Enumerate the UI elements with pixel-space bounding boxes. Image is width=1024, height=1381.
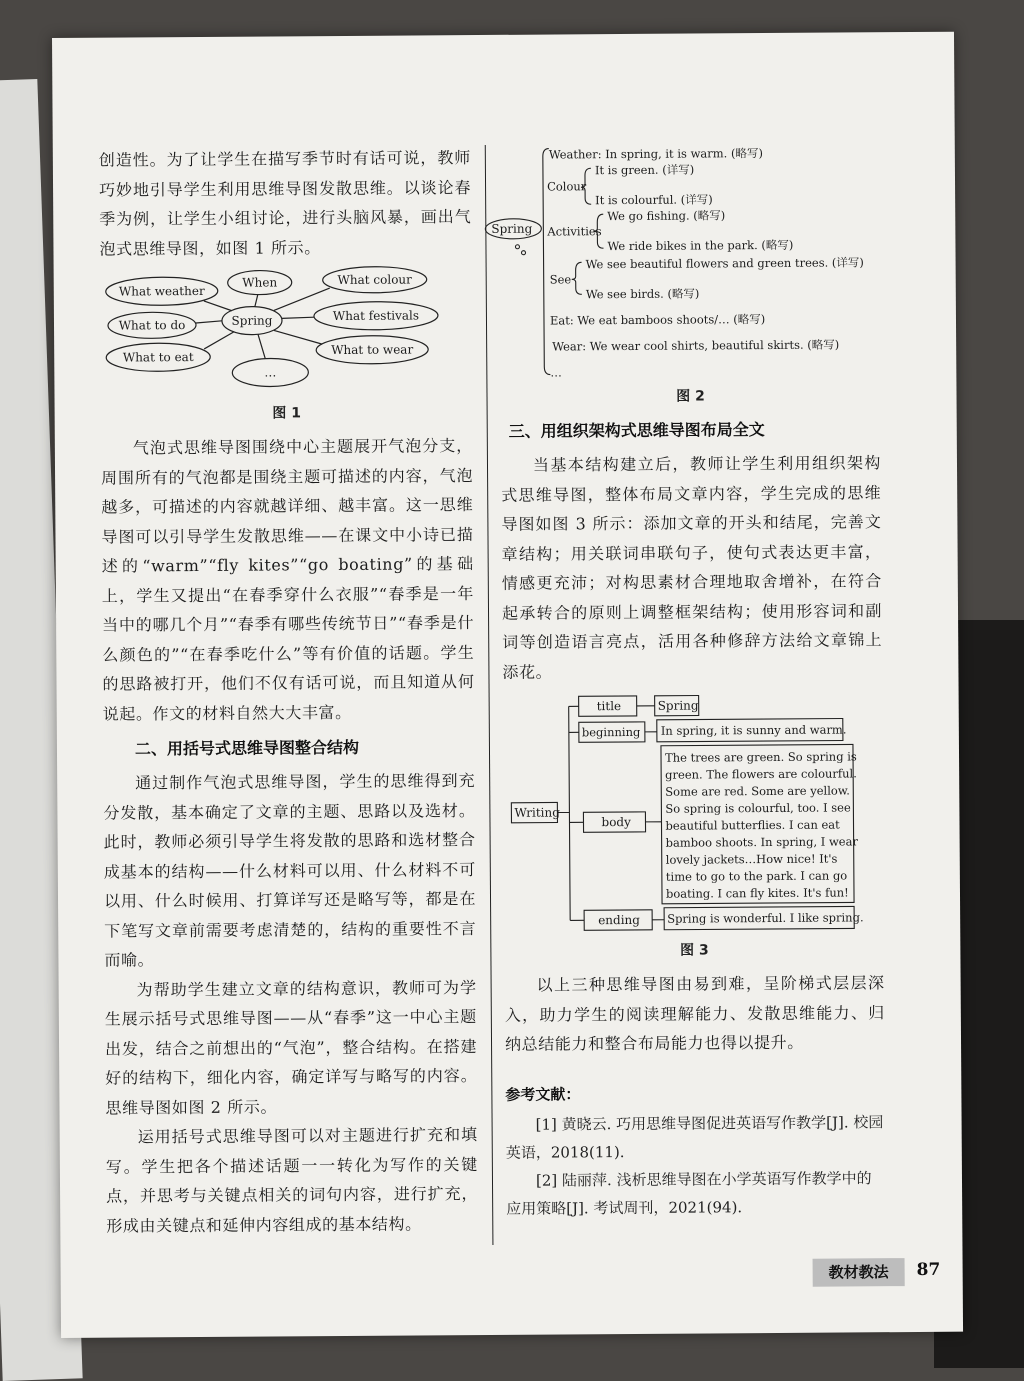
figure-2-caption: 图 2 — [676, 388, 705, 405]
fig2-root: Spring — [491, 221, 533, 236]
fig3-body-line-9: boating. I can fly kites. It's fun! — [665, 885, 849, 901]
fig3-body-line-3: Some are red. Some are yellow. — [665, 783, 850, 799]
fig2-weather: Weather: In spring, it is warm. (略写) — [548, 146, 763, 162]
paragraph-5: 运用括号式思维导图可以对主题进行扩充和填写。学生把各个描述话题一一转化为写作的关键点，并思考与关键点相关的词句内容，进行扩充，形成由关键点和延伸内容组成的基本结构。 — [105, 1125, 479, 1236]
reference-2: [2] 陆丽萍. 浅析思维导图在小学英语写作教学中的应用策略[J]. 考试周刊，2021(94). — [506, 1168, 872, 1218]
references-title: 参考文献： — [505, 1084, 581, 1104]
fig3-beginning-value: In spring, it is sunny and warm. — [660, 722, 847, 738]
fig2-colour-2: It is colourful. (详写) — [595, 192, 713, 208]
fig3-body-label: body — [601, 814, 631, 830]
fig2-eat: Eat: We eat bamboos shoots/… (略写) — [549, 312, 766, 328]
fig3-body-line-8: time to go to the park. I can go — [665, 868, 848, 884]
fig3-body-line-2: green. The flowers are colourful. — [665, 766, 857, 782]
bubble-6: What to eat — [122, 350, 194, 365]
page-number: 87 — [916, 1259, 941, 1280]
reference-1: [1] 黄晓云. 巧用思维导图促进英语写作教学[J]. 校园英语，2018(11). — [505, 1112, 884, 1162]
fig3-beginning-label: beginning — [581, 724, 641, 740]
figure-1-caption: 图 1 — [272, 405, 301, 422]
fig3-ending-value: Spring is wonderful. I like spring. — [667, 910, 864, 926]
fig2-see-label: See — [549, 272, 572, 287]
fig3-root: Writing — [514, 805, 560, 820]
figure-1-bubble-map — [100, 267, 473, 400]
fig3-body-line-6: bamboo shoots. In spring, I wear — [665, 834, 858, 850]
fig3-ending-label: ending — [598, 912, 640, 928]
fig2-see-1: We see beautiful flowers and green trees. (详写) — [585, 255, 864, 272]
right-column — [491, 140, 887, 1222]
bubble-4: What to do — [118, 318, 186, 333]
figure-3-org-chart — [503, 692, 885, 937]
fig3-title-value: Spring — [657, 698, 699, 713]
paragraph-4: 为帮助学生建立文章的结构意识，教师可为学生展示括号式思维导图——从“春季”这一中心主题出发，结合之前想出的“气泡”，整合结构。在搭建好的结构下，细化内容，确定详写与略写的内容。思维导图如图 2 所示。 — [104, 977, 478, 1118]
column-divider — [485, 145, 494, 1245]
bubble-7: What to wear — [331, 342, 414, 358]
fig2-more: … — [550, 365, 562, 380]
fig3-body-line-1: The trees are green. So spring is — [664, 749, 857, 765]
book-page — [52, 32, 963, 1338]
bubble-2: When — [242, 275, 278, 290]
section-heading-2: 二、用括号式思维导图整合结构 — [134, 737, 360, 759]
bubble-3: What colour — [337, 272, 412, 288]
bubble-center: Spring — [231, 313, 273, 328]
paragraph-7: 以上三种思维导图由易到难，呈阶梯式层层深入，助力学生的阅读理解能力、发散思维能力、归纳总结能力和整合布局能力也得以提升。 — [504, 973, 885, 1054]
section-tag: 教材教法 — [813, 1258, 905, 1287]
fig2-activities-2: We ride bikes in the park. (略写) — [607, 237, 794, 254]
paragraph-2: 气泡式思维导图围绕中心主题展开气泡分支，周围所有的气泡都是围绕主题可描述的内容，气泡越多，可描述的内容就越详细、越丰富。这一思维导图可以引导学生发散思维——在课文中小诗已描述的“warm”“fly kites”“go boating”的基础上，学生又提出“在春季穿什么衣服”“春季是一年当中的哪几个月”“春季有哪些传统节日”“春季是什么颜色的”“在春季吃什么”等有价值的话题。学生的思路被打开，他们不仅有话可说，而且知道从何说起。作文的材料自然大大丰富。 — [101, 436, 475, 724]
fig3-body-line-5: beautiful butterflies. I can eat — [665, 817, 840, 833]
bubble-5: What festivals — [332, 308, 420, 324]
fig3-body-line-4: So spring is colourful, too. I see — [665, 800, 851, 816]
section-heading-3: 三、用组织架构式思维导图布局全文 — [508, 420, 765, 441]
figure-2-brace-map — [491, 140, 881, 383]
fig2-colour-1: It is green. (详写) — [594, 162, 695, 178]
fig2-colour-label: Colour — [547, 179, 587, 194]
bubble-1: What weather — [118, 283, 205, 299]
figure-3-caption: 图 3 — [680, 942, 709, 959]
fig3-body-line-7: lovely jackets…How nice! It's — [665, 851, 838, 867]
paragraph-6: 当基本结构建立后，教师让学生利用组织架构式思维导图，整体布局文章内容，学生完成的思维导图如图 3 所示：添加文章的开头和结尾，完善文章结构；用关联词串联句子，使句式表达更丰富，情感更充沛；对构思素材合理地取舍增补，在符合起承转合的原则上调整框架结构；使用形容词和副词等创造语言亮点，活用各种修辞方法给文章锦上添花。 — [501, 453, 883, 682]
fig2-wear: Wear: We wear cool shirts, beautiful skirts. (略写) — [552, 337, 840, 354]
bubble-8: … — [264, 365, 277, 380]
paragraph-3: 通过制作气泡式思维导图，学生的思维得到充分发散，基本确定了文章的主题、思路以及选材。此时，教师必须引导学生将发散的思路和选材整合成基本的结构——什么材料可以用、什么材料不可以用、什么时候用、打算详写还是略写等，都是在下笔写文章前需要考虑清楚的，结构的重要性不言而喻。 — [103, 771, 477, 970]
fig2-activities-label: Activities — [547, 224, 602, 239]
left-column — [99, 143, 479, 1241]
fig2-see-2: We see birds. (略写) — [585, 286, 700, 302]
fig2-activities-1: We go fishing. (略写) — [607, 208, 726, 224]
fig3-title-label: title — [596, 699, 622, 714]
paragraph-1: 创造性。为了让学生在描写季节时有话可说，教师巧妙地引导学生利用思维导图发散思维。以谈论春季为例，让学生小组讨论，进行头脑风暴，画出气泡式思维导图，如图 1 所示。 — [98, 148, 472, 259]
